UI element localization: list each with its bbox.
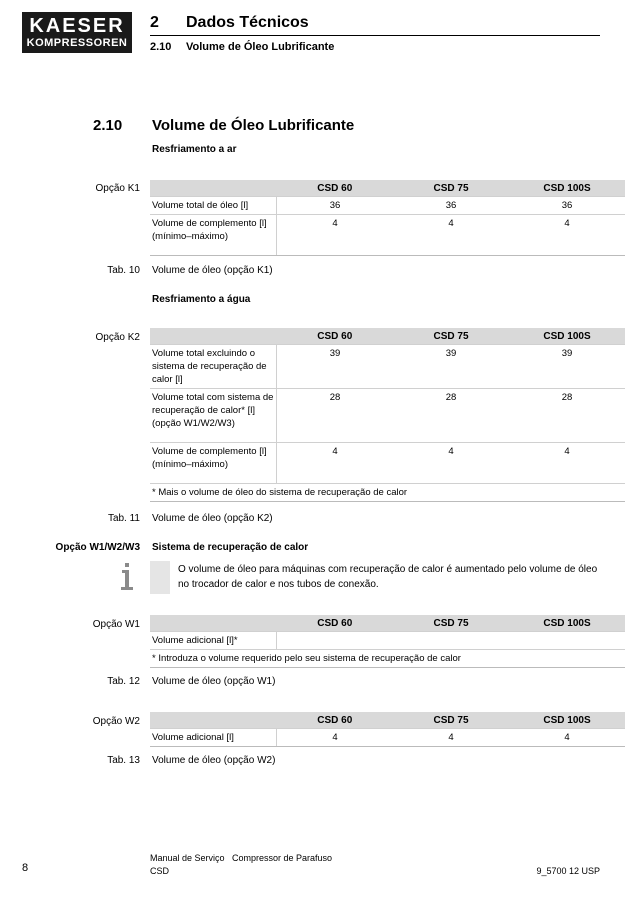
footer-doc-id: 9_5700 12 USP	[536, 866, 600, 876]
col-csd75: CSD 75	[393, 712, 509, 729]
kaeser-logo	[22, 12, 132, 53]
cell-value: 4	[509, 729, 625, 747]
row-desc: Volume total de óleo [l]	[150, 197, 277, 215]
col-csd60: CSD 60	[277, 328, 394, 345]
option-k1-label: Opção K1	[95, 183, 140, 194]
cell-value: 4	[393, 443, 509, 484]
cell-value: 4	[277, 215, 394, 256]
option-w1-label: Opção W1	[92, 619, 140, 630]
caption-number: Tab. 11	[107, 513, 140, 524]
row-desc: Volume adicional [l]	[150, 729, 277, 747]
table-row	[150, 729, 625, 747]
caption: Volume de óleo (opção K2)	[152, 513, 273, 524]
footer-manual: Manual de Serviço	[150, 853, 225, 863]
col-csd100s: CSD 100S	[509, 712, 625, 729]
cell-value: 4	[393, 729, 509, 747]
cell-value	[509, 632, 625, 650]
header-section-number: 2.10	[150, 41, 172, 53]
table-row	[150, 389, 625, 443]
cell-value: 39	[393, 345, 509, 389]
option-k2-label: Opção K2	[95, 332, 140, 343]
caption-number: Tab. 10	[107, 265, 140, 276]
cell-value: 28	[509, 389, 625, 443]
cell-value: 4	[277, 729, 394, 747]
row-desc: Volume total com sistema de recuperação de calor* [l] (opção W1/W2/W3)	[150, 389, 277, 443]
table-row	[150, 443, 625, 484]
col-csd75: CSD 75	[393, 615, 509, 632]
cell-value: 36	[277, 197, 394, 215]
col-csd75: CSD 75	[393, 180, 509, 197]
caption: Volume de óleo (opção W1)	[152, 676, 276, 687]
chapter-title: Dados Técnicos	[186, 14, 309, 31]
table-note: * Introduza o volume requerido pelo seu sistema de recuperação de calor	[150, 650, 625, 668]
cell-value: 4	[509, 215, 625, 256]
water-cooling-title: Resfriamento a água	[152, 294, 251, 305]
info-icon	[116, 560, 138, 594]
option-w123-label: Opção W1/W2/W3	[55, 542, 140, 553]
footer-product: Compressor de Parafuso	[232, 853, 333, 863]
info-bar	[150, 561, 170, 594]
cell-value: 4	[277, 443, 394, 484]
header-blank	[150, 712, 277, 729]
cell-value: 36	[393, 197, 509, 215]
logo-line2: KOMPRESSOREN	[26, 37, 128, 49]
header-rule	[150, 35, 600, 36]
table-row	[150, 345, 625, 389]
col-csd60: CSD 60	[277, 712, 394, 729]
col-csd100s: CSD 100S	[509, 328, 625, 345]
logo-line1: KAESER	[29, 15, 125, 37]
header-blank	[150, 615, 277, 632]
option-w2-label: Opção W2	[92, 716, 140, 727]
header-blank	[150, 180, 277, 197]
heat-recovery-title: Sistema de recuperação de calor	[152, 542, 309, 553]
row-desc: Volume total excluindo o sistema de recuperação de calor [l]	[150, 345, 277, 389]
table-k1	[150, 180, 625, 256]
col-csd60: CSD 60	[277, 180, 394, 197]
header-blank	[150, 328, 277, 345]
table-w2	[150, 712, 625, 747]
cell-value: 28	[393, 389, 509, 443]
cell-value	[393, 632, 509, 650]
info-text: O volume de óleo para máquinas com recuperação de calor é aumentado pelo volume de óleo no trocador de calor e nos tubos de conexão.	[178, 564, 598, 590]
table-row	[150, 197, 625, 215]
table-note-row	[150, 484, 625, 502]
col-csd100s: CSD 100S	[509, 180, 625, 197]
col-csd75: CSD 75	[393, 328, 509, 345]
table-note: * Mais o volume de óleo do sistema de recuperação de calor	[150, 484, 625, 502]
cell-value: 28	[277, 389, 394, 443]
cell-value: 4	[393, 215, 509, 256]
col-csd60: CSD 60	[277, 615, 394, 632]
cell-value: 36	[509, 197, 625, 215]
caption: Volume de óleo (opção W2)	[152, 755, 276, 766]
section-number: 2.10	[93, 117, 123, 134]
cell-value: 39	[509, 345, 625, 389]
table-row	[150, 215, 625, 256]
caption-number: Tab. 12	[107, 676, 140, 687]
cell-value	[277, 632, 394, 650]
chapter-number: 2	[150, 14, 159, 31]
page-number: 8	[22, 862, 29, 874]
air-cooling-title: Resfriamento a ar	[152, 144, 237, 155]
col-csd100s: CSD 100S	[509, 615, 625, 632]
row-desc: Volume de complemento [l] (mínimo–máximo)	[150, 443, 277, 484]
caption-number: Tab. 13	[107, 755, 140, 766]
table-w1	[150, 615, 625, 668]
row-desc: Volume de complemento [l] (mínimo–máximo)	[150, 215, 277, 256]
table-note-row	[150, 650, 625, 668]
footer-model: CSD	[150, 866, 170, 876]
table-row	[150, 632, 625, 650]
row-desc: Volume adicional [l]*	[150, 632, 277, 650]
table-k2	[150, 328, 625, 502]
cell-value: 4	[509, 443, 625, 484]
caption: Volume de óleo (opção K1)	[152, 265, 273, 276]
cell-value: 39	[277, 345, 394, 389]
header-section-title: Volume de Óleo Lubrificante	[186, 41, 335, 53]
section-title: Volume de Óleo Lubrificante	[152, 117, 355, 134]
